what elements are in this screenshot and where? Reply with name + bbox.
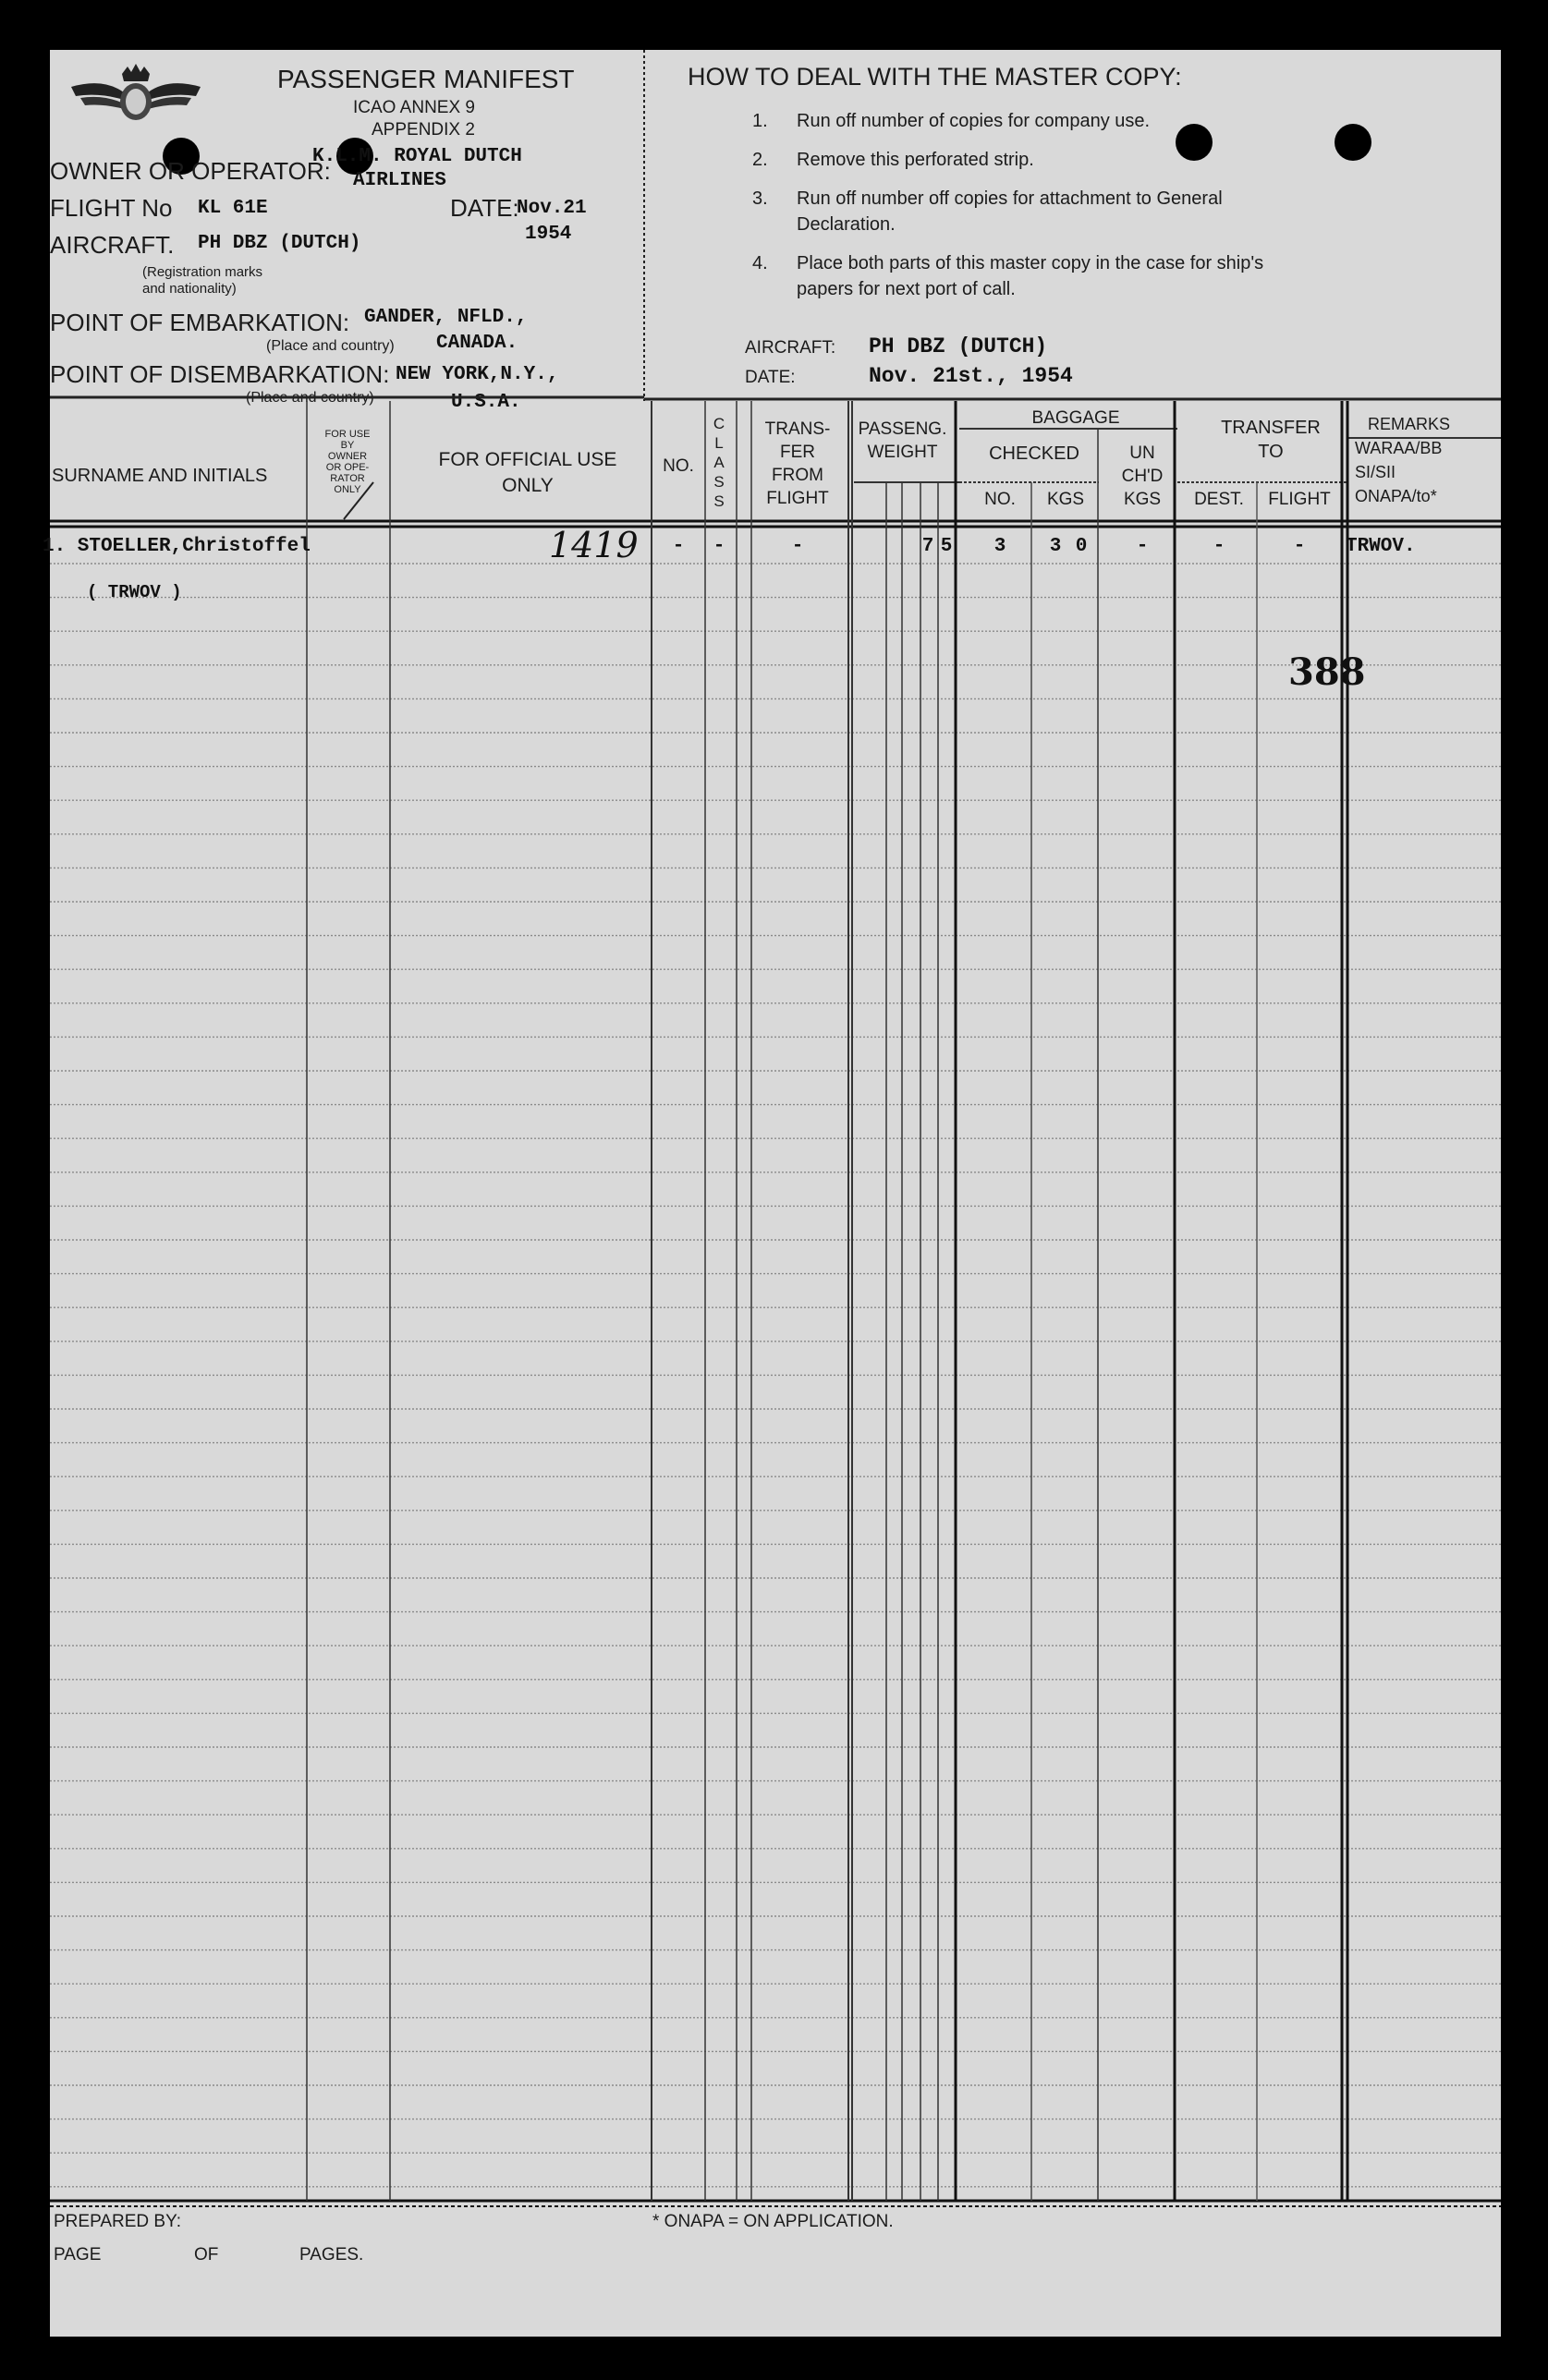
disembarkation-label: POINT OF DISEMBARKATION: (50, 360, 390, 388)
col-transfer-from: TRANS- FER FROM FLIGHT (764, 419, 831, 508)
flight-label: FLIGHT No (50, 194, 173, 222)
instructions-title: HOW TO DEAL WITH THE MASTER COPY: (688, 63, 1182, 91)
place-note-2: (Place and country) (246, 390, 374, 406)
entry-unchd: - (1136, 536, 1149, 557)
col-surname: SURNAME AND INITIALS (52, 466, 268, 486)
entry-weight-ones: 5 (940, 536, 953, 557)
col-weight: PASSENG. WEIGHT (858, 419, 947, 462)
instruction-number: 2. (752, 150, 768, 170)
entry-official-number: 1419 (549, 525, 639, 565)
instruction-text: Remove this perforated strip. (797, 150, 1034, 170)
col-official: FOR OFFICIAL USE ONLY (438, 449, 617, 496)
instruction-number: 1. (752, 111, 768, 131)
entry-transfer-from: - (791, 536, 804, 557)
date-year: 1954 (525, 224, 572, 245)
place-note: (Place and country) (266, 338, 395, 354)
col-for-use: FOR USE BY OWNER OR OPE- RATOR ONLY (324, 429, 371, 495)
col-bag-no: NO. (984, 490, 1016, 509)
entry-dest: - (1213, 536, 1225, 557)
instruction-text: Place both parts of this master copy in the case for ship's (797, 253, 1264, 273)
col-baggage: BAGGAGE (1031, 408, 1120, 428)
instruction-text: Declaration. (797, 214, 896, 235)
instr-date-label: DATE: (745, 368, 796, 387)
entry-remarks: TRWOV. (1346, 536, 1416, 557)
col-class: C L A S S (713, 415, 725, 510)
instruction-number: 3. (752, 188, 768, 209)
entry-bag-kgs-tens: 3 (1049, 536, 1062, 557)
instruction-text: Run off number of copies for company use. (797, 111, 1151, 131)
entry-no: - (672, 536, 685, 557)
col-transfer-to: TRANSFER TO (1221, 418, 1321, 462)
entry-class: - (713, 536, 725, 557)
date-value: Nov.21 (517, 198, 587, 219)
entry-sub: ( TRWOV ) (87, 582, 182, 602)
instr-aircraft-value: PH DBZ (DUTCH) (869, 334, 1048, 358)
embarkation-value: GANDER, NFLD., (364, 307, 528, 328)
registration-note-2: and nationality) (142, 281, 237, 297)
entry-weight-tens: 7 (921, 536, 934, 557)
icao-annex: ICAO ANNEX 9 (353, 98, 475, 117)
embarkation-label: POINT OF EMBARKATION: (50, 309, 350, 336)
embarkation-country: CANADA. (436, 333, 518, 354)
flight-value: KL 61E (198, 198, 268, 219)
aircraft-label: AIRCRAFT. (50, 231, 175, 259)
aircraft-value: PH DBZ (DUTCH) (198, 233, 361, 254)
entry-bag-no: 3 (993, 536, 1006, 557)
disembarkation-value: NEW YORK,N.Y., (396, 364, 559, 385)
instruction-text: Run off number off copies for attachment to General (797, 188, 1223, 209)
col-remarks: REMARKS WARAA/BB SI/SII ONAPA/to* (1355, 415, 1451, 505)
entry-bag-kgs-ones: 0 (1075, 536, 1088, 557)
instr-aircraft-label: AIRCRAFT: (745, 338, 836, 358)
footer-page: PAGE (54, 2245, 102, 2265)
col-dest: DEST. (1194, 490, 1244, 509)
footer-of: OF (194, 2245, 219, 2265)
owner-label: OWNER OR OPERATOR: (50, 157, 331, 185)
col-checked: CHECKED (989, 443, 1079, 464)
col-flight: FLIGHT (1268, 490, 1331, 509)
col-bag-kgs: KGS (1046, 490, 1085, 509)
registration-note: (Registration marks (142, 264, 263, 280)
instruction-number: 4. (752, 253, 768, 273)
page-stamp-number: 388 (1288, 650, 1366, 694)
manifest-title: PASSENGER MANIFEST (277, 65, 575, 93)
manifest-sheet (43, 50, 1501, 2337)
entry-flight: - (1293, 536, 1306, 557)
table-rules (50, 50, 1501, 2337)
entry-name: 1. STOELLER,Christoffel (43, 536, 311, 557)
col-no: NO. (663, 456, 694, 476)
disembarkation-country: U.S.A. (451, 392, 521, 413)
instr-date-value: Nov. 21st., 1954 (869, 364, 1073, 388)
footer-pages: PAGES. (299, 2245, 364, 2265)
onapa-note: * ONAPA = ON APPLICATION. (652, 2212, 894, 2231)
prepared-by: PREPARED BY: (54, 2212, 181, 2231)
date-label: DATE: (450, 194, 519, 222)
instruction-text: papers for next port of call. (797, 279, 1016, 299)
owner-value-2: AIRLINES (353, 170, 446, 191)
appendix: APPENDIX 2 (372, 120, 475, 140)
col-unchd: UN CH'D KGS (1121, 443, 1164, 509)
owner-value-1: K.L.M. ROYAL DUTCH (312, 146, 522, 167)
